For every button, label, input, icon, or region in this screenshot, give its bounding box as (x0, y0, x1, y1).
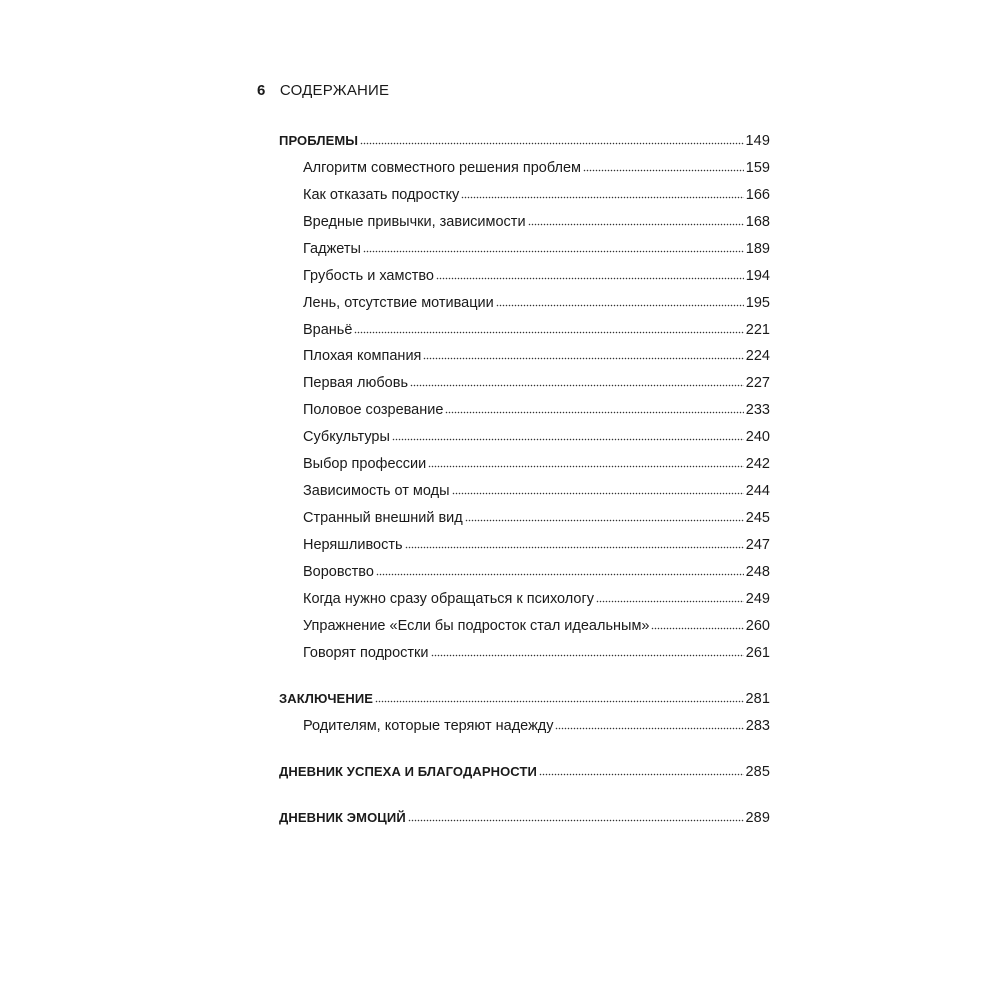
toc-section-success-diary[interactable] (279, 762, 770, 782)
dot-leader (410, 383, 744, 388)
toc-entry-title: Как отказать подростку (303, 187, 460, 203)
toc-entry-title: Неряшливость (303, 537, 403, 553)
dot-leader (555, 726, 743, 731)
toc-page-number: 240 (745, 429, 770, 445)
toc-entry-title: Гаджеты (303, 241, 361, 257)
toc-entry[interactable] (303, 293, 770, 313)
toc-entry-title: Первая любовь (303, 375, 408, 391)
toc-page-number: 260 (745, 618, 770, 634)
toc-entry[interactable] (303, 239, 770, 259)
toc-entry-title: Зависимость от моды (303, 483, 450, 499)
toc-entry-title: Воровство (303, 564, 374, 580)
dot-leader (596, 599, 744, 604)
dot-leader (431, 653, 744, 658)
toc-entry-title: Родителям, которые теряют надежду (303, 718, 554, 734)
dot-leader (496, 303, 744, 308)
toc-entry[interactable] (303, 212, 770, 232)
dot-leader (528, 222, 744, 227)
toc-page-number: 285 (745, 764, 770, 780)
toc-page-number: 166 (745, 187, 770, 203)
toc-section-problems[interactable] (279, 131, 770, 151)
toc-entry-title: Упражнение «Если бы подросток стал идеальным» (303, 618, 650, 634)
dot-leader (405, 545, 744, 550)
toc-page-number: 283 (745, 718, 770, 734)
dot-leader (375, 699, 743, 704)
toc-entry-title: Половое созревание (303, 402, 444, 418)
toc-page-number: 249 (745, 591, 770, 607)
toc-page-number: 261 (745, 645, 770, 661)
toc-entry-title: Вредные привычки, зависимости (303, 214, 526, 230)
toc-entry[interactable] (303, 616, 770, 636)
toc-entry[interactable] (303, 716, 770, 736)
toc-page-number: 248 (745, 564, 770, 580)
toc-page-number: 245 (745, 510, 770, 526)
dot-leader (539, 772, 744, 777)
toc-section-title: ПРОБЛЕМЫ (279, 133, 359, 148)
toc-entry-title: Лень, отсутствие мотивации (303, 295, 494, 311)
dot-leader (423, 356, 743, 361)
dot-leader (408, 818, 744, 823)
toc-entry[interactable] (303, 373, 770, 393)
toc-page-number: 224 (745, 348, 770, 364)
toc-page-number: 281 (745, 691, 770, 707)
toc-page-number: 194 (745, 268, 770, 284)
toc-page-number: 195 (745, 295, 770, 311)
toc-entry[interactable] (303, 535, 770, 555)
toc-entry[interactable] (303, 508, 770, 528)
toc-entry[interactable] (303, 158, 770, 178)
toc-entry-title: Враньё (303, 322, 353, 338)
toc-page-number: 149 (745, 133, 770, 149)
toc-entry[interactable] (303, 481, 770, 501)
toc-entry[interactable] (303, 589, 770, 609)
dot-leader (436, 276, 744, 281)
toc-entry-title: Говорят подростки (303, 645, 429, 661)
dot-leader (392, 437, 744, 442)
toc-entry-title: Грубость и хамство (303, 268, 434, 284)
page-title: СОДЕРЖАНИЕ (279, 82, 390, 99)
toc-section-title: ЗАКЛЮЧЕНИЕ (279, 691, 374, 706)
dot-leader (452, 491, 744, 496)
dot-leader (461, 195, 744, 200)
toc-section-conclusion[interactable] (279, 689, 770, 709)
toc-page-number: 159 (745, 160, 770, 176)
toc-page-number: 168 (745, 214, 770, 230)
dot-leader (445, 410, 743, 415)
toc-entry[interactable] (303, 185, 770, 205)
toc-page-number: 289 (745, 810, 770, 826)
toc-section-title: ДНЕВНИК УСПЕХА И БЛАГОДАРНОСТИ (279, 764, 537, 779)
toc-entry[interactable] (303, 454, 770, 474)
toc-entry[interactable] (303, 400, 770, 420)
dot-leader (583, 168, 744, 173)
dot-leader (465, 518, 744, 523)
dot-leader (363, 249, 744, 254)
toc-entry-title: Плохая компания (303, 348, 422, 364)
dot-leader (360, 141, 743, 146)
toc-entry-title: Когда нужно сразу обращаться к психологу (303, 591, 595, 607)
toc-entry[interactable] (303, 427, 770, 447)
toc-page-number: 189 (745, 241, 770, 257)
toc-section-emotions-diary[interactable] (279, 808, 770, 828)
toc-page-number: 244 (745, 483, 770, 499)
toc-entry[interactable] (303, 320, 770, 340)
page-number: 6 (257, 82, 266, 99)
toc-entry-title: Странный внешний вид (303, 510, 463, 526)
dot-leader (354, 330, 743, 335)
toc-section-title: ДНЕВНИК ЭМОЦИЙ (279, 810, 406, 825)
dot-leader (651, 626, 743, 631)
toc-entry-title: Выбор профессии (303, 456, 427, 472)
dot-leader (428, 464, 744, 469)
toc-entry[interactable] (303, 266, 770, 286)
toc-page-number: 242 (745, 456, 770, 472)
toc-entry-title: Субкультуры (303, 429, 390, 445)
dot-leader (376, 572, 744, 577)
toc-page-number: 247 (745, 537, 770, 553)
toc-page-number: 221 (745, 322, 770, 338)
toc-entry[interactable] (303, 643, 770, 663)
toc-entry-title: Алгоритм совместного решения проблем (303, 160, 581, 176)
toc-entry[interactable] (303, 562, 770, 582)
toc-page-number: 227 (745, 375, 770, 391)
toc-page-number: 233 (745, 402, 770, 418)
toc-entry[interactable] (303, 346, 770, 366)
